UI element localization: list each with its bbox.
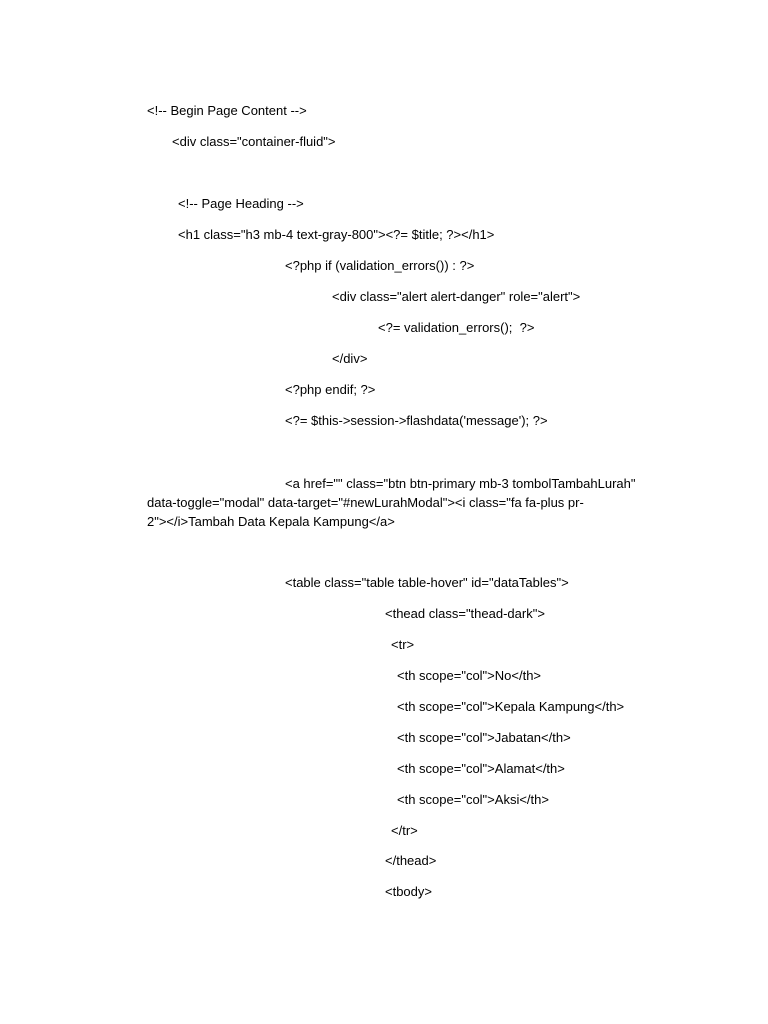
code-line-th-alamat: <th scope="col">Alamat</th> [397,761,565,776]
code-line-validation-errors: <?= validation_errors(); ?> [378,320,535,335]
code-line-thead-close: </thead> [385,853,437,868]
code-line-th-jabatan: <th scope="col">Jabatan</th> [397,730,571,745]
code-line-th-kepala-kampung: <th scope="col">Kepala Kampung</th> [397,699,625,714]
code-line-php-endif: <?php endif; ?> [285,382,376,397]
code-line-container-div: <div class="container-fluid"> [172,134,336,149]
code-line-thead-open: <thead class="thead-dark"> [385,606,545,621]
code-line-tr-open: <tr> [391,637,415,652]
code-line-alert-div: <div class="alert alert-danger" role="alert"> [332,289,581,304]
code-line-table-open: <table class="table table-hover" id="dataTables"> [285,575,569,590]
code-line-tr-close: </tr> [391,823,418,838]
code-line-php-if: <?php if (validation_errors()) : ?> [285,258,475,273]
code-line-tbody-open: <tbody> [385,884,432,899]
code-line-close-div: </div> [332,351,368,366]
code-line-anchor-part-1: <a href="" class="btn btn-primary mb-3 tombolTambahLurah" [285,476,636,491]
code-line-flashdata: <?= $this->session->flashdata('message'); ?> [285,413,548,428]
code-line-th-no: <th scope="col">No</th> [397,668,542,683]
code-line-anchor-part-3: 2"></i>Tambah Data Kepala Kampung</a> [147,514,395,529]
code-line-page-heading-comment: <!-- Page Heading --> [178,196,304,211]
code-line-th-aksi: <th scope="col">Aksi</th> [397,792,549,807]
code-block-add-button-anchor [147,474,652,531]
code-line-begin-page-comment: <!-- Begin Page Content --> [147,103,307,118]
code-line-h1: <h1 class="h3 mb-4 text-gray-800"><?= $title; ?></h1> [178,227,495,242]
code-line-anchor-part-2: data-toggle="modal" data-target="#newLurahModal"><i class="fa fa-plus pr- [147,495,584,510]
